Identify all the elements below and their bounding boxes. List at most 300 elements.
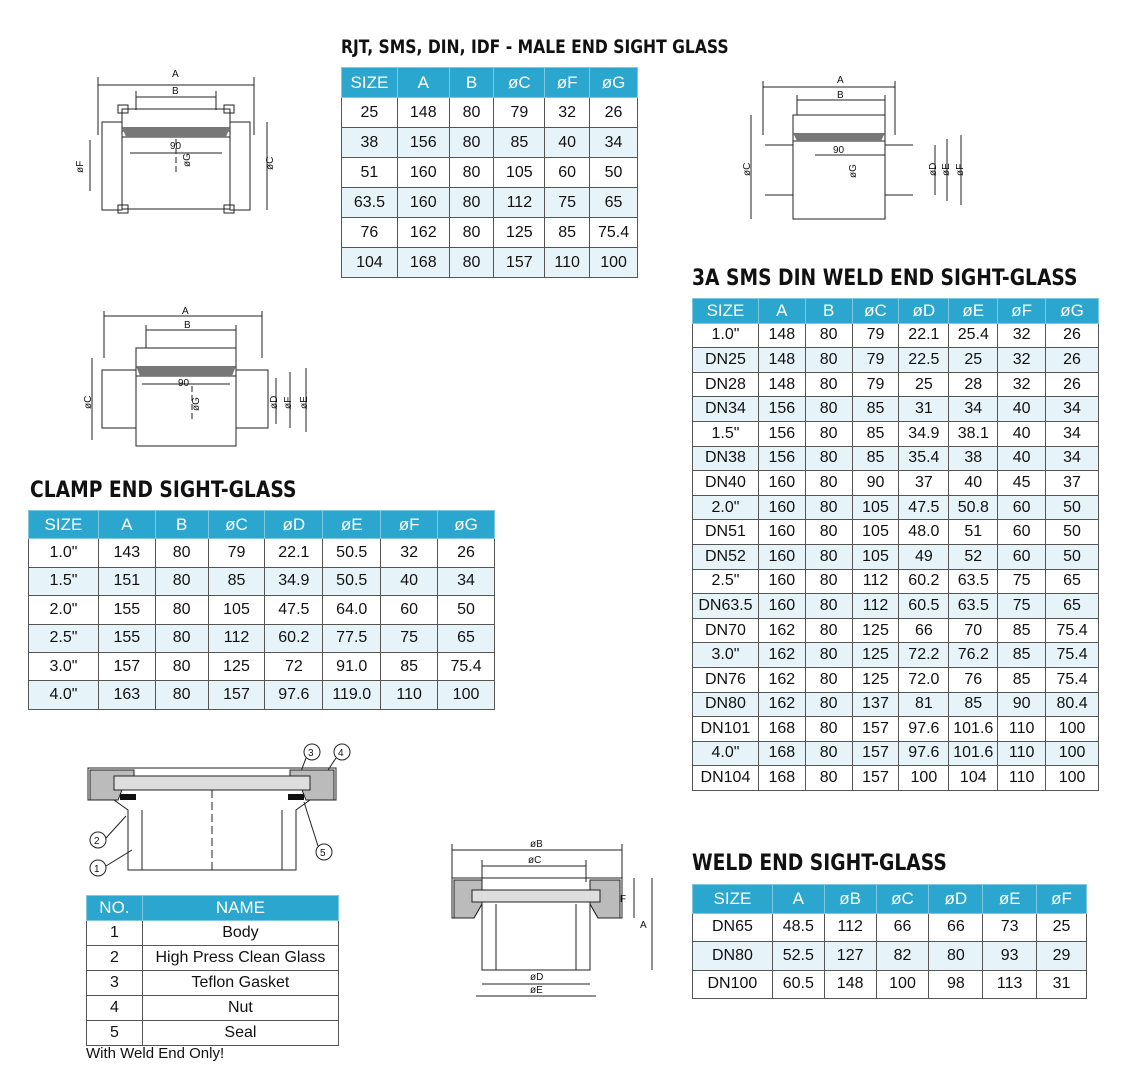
male-dim-f: øF xyxy=(75,160,86,173)
column-header: A xyxy=(758,299,805,324)
weld3a-dim-d: øD xyxy=(928,162,939,176)
weld-end-note: With Weld End Only! xyxy=(86,1045,225,1062)
table-cell: 5 xyxy=(87,1021,143,1046)
table-cell: 64.0 xyxy=(323,596,381,624)
table-cell: 2 xyxy=(87,946,143,971)
table-cell: 4.0" xyxy=(29,681,99,709)
table-cell: 80 xyxy=(805,692,852,717)
table-cell: 82 xyxy=(876,942,929,971)
table-cell: 80 xyxy=(805,766,852,791)
table-cell: 85 xyxy=(381,652,438,680)
table-row xyxy=(342,158,638,188)
table-cell: 60.5 xyxy=(772,970,824,999)
table-cell: Body xyxy=(142,921,338,946)
table-cell: 168 xyxy=(397,248,449,278)
table-cell: 105 xyxy=(852,544,899,569)
table-cell: 80 xyxy=(805,618,852,643)
table-header-row xyxy=(87,896,339,921)
table-cell: 162 xyxy=(758,643,805,668)
weldend-dim-e: øE xyxy=(530,985,543,996)
table-cell: 80 xyxy=(805,643,852,668)
weldend-dim-a: A xyxy=(640,920,647,931)
table-cell: 50 xyxy=(1046,495,1099,520)
table-cell: 110 xyxy=(998,766,1046,791)
table-cell: 52 xyxy=(949,544,998,569)
table-cell: 100 xyxy=(1046,717,1099,742)
table-cell: 168 xyxy=(758,717,805,742)
table-cell: 80 xyxy=(155,681,208,709)
table-cell: 160 xyxy=(758,520,805,545)
table-cell: DN52 xyxy=(693,544,759,569)
table-cell: 104 xyxy=(342,248,398,278)
table-cell: 85 xyxy=(998,643,1046,668)
table-cell: 105 xyxy=(852,495,899,520)
table-cell: 34.9 xyxy=(265,567,323,595)
table-cell: 80 xyxy=(805,544,852,569)
table-cell: 34 xyxy=(438,567,495,595)
table-cell: 80 xyxy=(449,188,494,218)
table-row xyxy=(29,652,495,680)
table-cell: DN51 xyxy=(693,520,759,545)
table-cell: 80 xyxy=(155,652,208,680)
male-dim-angle: 90 xyxy=(170,141,182,152)
table-cell: 63.5 xyxy=(342,188,398,218)
table-cell: 156 xyxy=(397,128,449,158)
table-cell: 2.0" xyxy=(29,596,99,624)
table-cell: DN100 xyxy=(693,970,773,999)
table-cell: 38 xyxy=(949,446,998,471)
weld-3a-title: 3A SMS DIN WELD END SIGHT-GLASS xyxy=(692,266,1078,291)
table-cell: 63.5 xyxy=(949,569,998,594)
table-cell: 47.5 xyxy=(265,596,323,624)
table-cell: 100 xyxy=(1046,741,1099,766)
table-cell: 60.2 xyxy=(265,624,323,652)
table-row xyxy=(693,717,1099,742)
table-cell: DN76 xyxy=(693,667,759,692)
table-cell: 110 xyxy=(998,717,1046,742)
table-cell: 162 xyxy=(758,692,805,717)
table-cell: 66 xyxy=(929,913,983,942)
table-row xyxy=(693,348,1099,373)
table-cell: 85 xyxy=(545,218,590,248)
table-cell: 22.1 xyxy=(899,323,949,348)
weld3a-dim-a: A xyxy=(837,75,844,86)
table-cell: 160 xyxy=(758,495,805,520)
column-header: øD xyxy=(899,299,949,324)
weld-end-drawing xyxy=(440,838,660,1003)
table-row xyxy=(693,766,1099,791)
table-cell: DN34 xyxy=(693,397,759,422)
table-cell: DN101 xyxy=(693,717,759,742)
column-header: øE xyxy=(949,299,998,324)
clamp-dim-f: øF xyxy=(283,396,294,409)
table-cell: 40 xyxy=(998,397,1046,422)
table-cell: 97.6 xyxy=(899,717,949,742)
table-cell: 65 xyxy=(1046,569,1099,594)
table-cell: 1.0" xyxy=(693,323,759,348)
table-header-row xyxy=(29,511,495,539)
column-header: øF xyxy=(1037,885,1087,914)
table-cell: 34 xyxy=(1046,397,1099,422)
weld3a-dim-c: øC xyxy=(742,162,753,176)
clamp-dim-a: A xyxy=(182,306,189,317)
table-cell: 75 xyxy=(998,594,1046,619)
column-header: A xyxy=(98,511,155,539)
table-cell: 1.5" xyxy=(29,567,99,595)
table-cell: 51 xyxy=(342,158,398,188)
table-cell: 155 xyxy=(98,596,155,624)
column-header: øE xyxy=(323,511,381,539)
male-end-title: RJT, SMS, DIN, IDF - MALE END SIGHT GLASS xyxy=(341,36,729,58)
table-cell: 60 xyxy=(998,495,1046,520)
table-cell: 40 xyxy=(998,421,1046,446)
table-cell: 162 xyxy=(758,667,805,692)
table-cell: 40 xyxy=(998,446,1046,471)
table-cell: 143 xyxy=(98,539,155,567)
table-row xyxy=(693,520,1099,545)
column-header: øC xyxy=(494,68,545,98)
table-cell: 79 xyxy=(852,348,899,373)
table-cell: 80 xyxy=(449,98,494,128)
table-cell: 125 xyxy=(852,618,899,643)
table-cell: 80 xyxy=(449,128,494,158)
table-cell: 72.2 xyxy=(899,643,949,668)
table-cell: DN70 xyxy=(693,618,759,643)
table-cell: 26 xyxy=(1046,372,1099,397)
table-cell: 75 xyxy=(381,624,438,652)
table-cell: 75.4 xyxy=(1046,667,1099,692)
male-dim-g: øG xyxy=(182,153,193,167)
table-cell: 22.5 xyxy=(899,348,949,373)
table-cell: 110 xyxy=(381,681,438,709)
part-callout-1: 1 xyxy=(94,864,100,875)
table-cell: 112 xyxy=(852,569,899,594)
table-cell: 25.4 xyxy=(949,323,998,348)
table-cell: 32 xyxy=(381,539,438,567)
table-cell: 77.5 xyxy=(323,624,381,652)
table-cell: 1.0" xyxy=(29,539,99,567)
table-cell: 40 xyxy=(545,128,590,158)
table-cell: 3.0" xyxy=(29,652,99,680)
table-cell: 151 xyxy=(98,567,155,595)
table-cell: 105 xyxy=(494,158,545,188)
table-row xyxy=(693,692,1099,717)
table-cell: 3.0" xyxy=(693,643,759,668)
table-cell: 81 xyxy=(899,692,949,717)
column-header: øB xyxy=(824,885,876,914)
table-cell: 60 xyxy=(545,158,590,188)
weld3a-dim-b: B xyxy=(837,90,844,101)
clamp-dim-angle: 90 xyxy=(178,378,190,389)
column-header: A xyxy=(772,885,824,914)
column-header: øG xyxy=(1046,299,1099,324)
table-cell: 90 xyxy=(998,692,1046,717)
weld-end-table xyxy=(692,884,1087,999)
table-cell: High Press Clean Glass xyxy=(142,946,338,971)
table-row xyxy=(342,248,638,278)
table-cell: 40 xyxy=(381,567,438,595)
table-row xyxy=(87,1021,339,1046)
table-cell: 50 xyxy=(590,158,638,188)
table-cell: 38 xyxy=(342,128,398,158)
table-cell: 34.9 xyxy=(899,421,949,446)
table-cell: DN38 xyxy=(693,446,759,471)
table-row xyxy=(693,594,1099,619)
table-cell: 50.8 xyxy=(949,495,998,520)
table-cell: 156 xyxy=(758,446,805,471)
male-end-table xyxy=(341,67,638,278)
table-row xyxy=(29,567,495,595)
table-header-row xyxy=(693,299,1099,324)
table-cell: 157 xyxy=(494,248,545,278)
table-cell: 50.5 xyxy=(323,567,381,595)
table-cell: 125 xyxy=(852,667,899,692)
table-row xyxy=(29,539,495,567)
table-cell: 1.5" xyxy=(693,421,759,446)
table-row xyxy=(29,596,495,624)
table-cell: 47.5 xyxy=(899,495,949,520)
table-cell: Nut xyxy=(142,996,338,1021)
table-cell: 72.0 xyxy=(899,667,949,692)
table-row xyxy=(693,421,1099,446)
table-cell: 2.5" xyxy=(29,624,99,652)
table-cell: 32 xyxy=(998,372,1046,397)
weld3a-dim-e: øE xyxy=(941,163,952,176)
table-cell: 80 xyxy=(929,942,983,971)
table-cell: 75 xyxy=(545,188,590,218)
table-cell: 85 xyxy=(852,397,899,422)
column-header: øF xyxy=(998,299,1046,324)
table-cell: 65 xyxy=(1046,594,1099,619)
table-cell: 80 xyxy=(805,348,852,373)
column-header: øC xyxy=(852,299,899,324)
table-cell: 34 xyxy=(1046,421,1099,446)
clamp-dim-d: øD xyxy=(269,395,280,409)
column-header: øE xyxy=(983,885,1037,914)
table-cell: 75.4 xyxy=(1046,618,1099,643)
table-cell: 51 xyxy=(949,520,998,545)
table-cell: 160 xyxy=(397,188,449,218)
table-cell: 168 xyxy=(758,766,805,791)
table-cell: 32 xyxy=(998,323,1046,348)
table-row xyxy=(693,913,1087,942)
table-cell: DN25 xyxy=(693,348,759,373)
table-cell: 110 xyxy=(545,248,590,278)
table-cell: 127 xyxy=(824,942,876,971)
table-cell: 160 xyxy=(758,569,805,594)
table-row xyxy=(342,128,638,158)
column-header: B xyxy=(805,299,852,324)
table-cell: 26 xyxy=(590,98,638,128)
table-cell: 156 xyxy=(758,397,805,422)
table-cell: 50 xyxy=(1046,544,1099,569)
table-row xyxy=(693,544,1099,569)
table-cell: 26 xyxy=(1046,348,1099,373)
table-cell: 97.6 xyxy=(265,681,323,709)
table-cell: 168 xyxy=(758,741,805,766)
table-cell: 160 xyxy=(397,158,449,188)
table-row xyxy=(693,618,1099,643)
table-cell: 105 xyxy=(208,596,265,624)
table-cell: Seal xyxy=(142,1021,338,1046)
column-header: B xyxy=(155,511,208,539)
clamp-dim-c: øC xyxy=(83,395,94,409)
table-cell: DN65 xyxy=(693,913,773,942)
table-cell: 112 xyxy=(852,594,899,619)
weld3a-dim-angle: 90 xyxy=(833,145,845,156)
table-cell: 112 xyxy=(494,188,545,218)
clamp-end-table xyxy=(28,510,495,710)
table-cell: 160 xyxy=(758,544,805,569)
table-cell: 37 xyxy=(1046,471,1099,496)
table-cell: 80 xyxy=(805,397,852,422)
table-cell: 75.4 xyxy=(438,652,495,680)
column-header: øD xyxy=(265,511,323,539)
table-cell: 80.4 xyxy=(1046,692,1099,717)
table-cell: DN40 xyxy=(693,471,759,496)
table-row xyxy=(29,681,495,709)
weldend-dim-c: øC xyxy=(528,855,542,866)
table-cell: 25 xyxy=(1037,913,1087,942)
table-row xyxy=(693,569,1099,594)
table-cell: 157 xyxy=(852,717,899,742)
table-cell: 85 xyxy=(852,421,899,446)
weld-3a-drawing xyxy=(735,75,975,235)
table-cell: 73 xyxy=(983,913,1037,942)
table-cell: 79 xyxy=(852,372,899,397)
table-cell: 60 xyxy=(998,520,1046,545)
weldend-dim-f: F xyxy=(620,894,627,905)
column-header: øC xyxy=(208,511,265,539)
table-cell: 50 xyxy=(1046,520,1099,545)
table-cell: 112 xyxy=(824,913,876,942)
table-cell: 76 xyxy=(949,667,998,692)
table-cell: 79 xyxy=(494,98,545,128)
table-cell: 2.0" xyxy=(693,495,759,520)
table-row xyxy=(87,921,339,946)
table-cell: 25 xyxy=(949,348,998,373)
table-cell: 60.5 xyxy=(899,594,949,619)
table-cell: 148 xyxy=(758,323,805,348)
table-cell: 80 xyxy=(805,717,852,742)
weld3a-dim-g: øG xyxy=(848,164,859,178)
table-row xyxy=(693,471,1099,496)
table-cell: 60 xyxy=(998,544,1046,569)
column-header: øD xyxy=(929,885,983,914)
part-callout-2: 2 xyxy=(94,836,100,847)
table-cell: 3 xyxy=(87,971,143,996)
table-cell: 157 xyxy=(208,681,265,709)
table-row xyxy=(87,996,339,1021)
table-cell: 28 xyxy=(949,372,998,397)
table-cell: 34 xyxy=(590,128,638,158)
table-cell: 26 xyxy=(1046,323,1099,348)
table-cell: 80 xyxy=(155,539,208,567)
table-cell: 75.4 xyxy=(1046,643,1099,668)
column-header: B xyxy=(449,68,494,98)
table-cell: 85 xyxy=(208,567,265,595)
clamp-end-title: CLAMP END SIGHT-GLASS xyxy=(30,478,297,503)
table-cell: 25 xyxy=(899,372,949,397)
clamp-dim-g: øG xyxy=(191,397,202,411)
table-cell: 100 xyxy=(899,766,949,791)
table-cell: 80 xyxy=(805,569,852,594)
column-header: øG xyxy=(438,511,495,539)
table-cell: 65 xyxy=(590,188,638,218)
part-callout-3: 3 xyxy=(308,748,314,759)
table-cell: 1 xyxy=(87,921,143,946)
column-header: øF xyxy=(545,68,590,98)
table-cell: Teflon Gasket xyxy=(142,971,338,996)
table-cell: 76.2 xyxy=(949,643,998,668)
table-cell: 34 xyxy=(1046,446,1099,471)
table-cell: 91.0 xyxy=(323,652,381,680)
table-cell: 80 xyxy=(805,495,852,520)
table-cell: DN80 xyxy=(693,692,759,717)
table-cell: 163 xyxy=(98,681,155,709)
table-cell: 148 xyxy=(824,970,876,999)
male-dim-b: B xyxy=(172,86,179,97)
column-header: A xyxy=(397,68,449,98)
table-cell: 101.6 xyxy=(949,717,998,742)
table-cell: 100 xyxy=(590,248,638,278)
table-row xyxy=(87,971,339,996)
table-row xyxy=(693,667,1099,692)
table-cell: 148 xyxy=(397,98,449,128)
table-cell: 80 xyxy=(449,248,494,278)
table-cell: 97.6 xyxy=(899,741,949,766)
table-cell: 85 xyxy=(998,618,1046,643)
table-cell: 63.5 xyxy=(949,594,998,619)
parts-drawing xyxy=(78,740,368,880)
table-row xyxy=(87,946,339,971)
table-cell: 157 xyxy=(852,766,899,791)
clamp-end-drawing xyxy=(80,308,320,458)
table-cell: 29 xyxy=(1037,942,1087,971)
table-row xyxy=(693,446,1099,471)
male-dim-c: øC xyxy=(265,156,276,170)
table-cell: 80 xyxy=(805,323,852,348)
table-row xyxy=(693,495,1099,520)
table-cell: DN104 xyxy=(693,766,759,791)
table-cell: 156 xyxy=(758,421,805,446)
table-cell: 79 xyxy=(852,323,899,348)
table-cell: 148 xyxy=(758,372,805,397)
weld3a-dim-f: øF xyxy=(955,163,966,176)
table-cell: 101.6 xyxy=(949,741,998,766)
table-cell: 49 xyxy=(899,544,949,569)
table-cell: 76 xyxy=(342,218,398,248)
table-cell: 31 xyxy=(899,397,949,422)
table-cell: 80 xyxy=(449,218,494,248)
table-cell: 52.5 xyxy=(772,942,824,971)
table-cell: 70 xyxy=(949,618,998,643)
table-cell: 34 xyxy=(949,397,998,422)
table-cell: 80 xyxy=(805,594,852,619)
table-cell: 100 xyxy=(1046,766,1099,791)
table-cell: 48.5 xyxy=(772,913,824,942)
table-row xyxy=(693,323,1099,348)
table-cell: 100 xyxy=(876,970,929,999)
table-cell: 112 xyxy=(208,624,265,652)
table-cell: 45 xyxy=(998,471,1046,496)
table-cell: 32 xyxy=(998,348,1046,373)
table-row xyxy=(693,643,1099,668)
table-row xyxy=(693,741,1099,766)
table-cell: 79 xyxy=(208,539,265,567)
table-cell: 113 xyxy=(983,970,1037,999)
table-cell: 80 xyxy=(449,158,494,188)
